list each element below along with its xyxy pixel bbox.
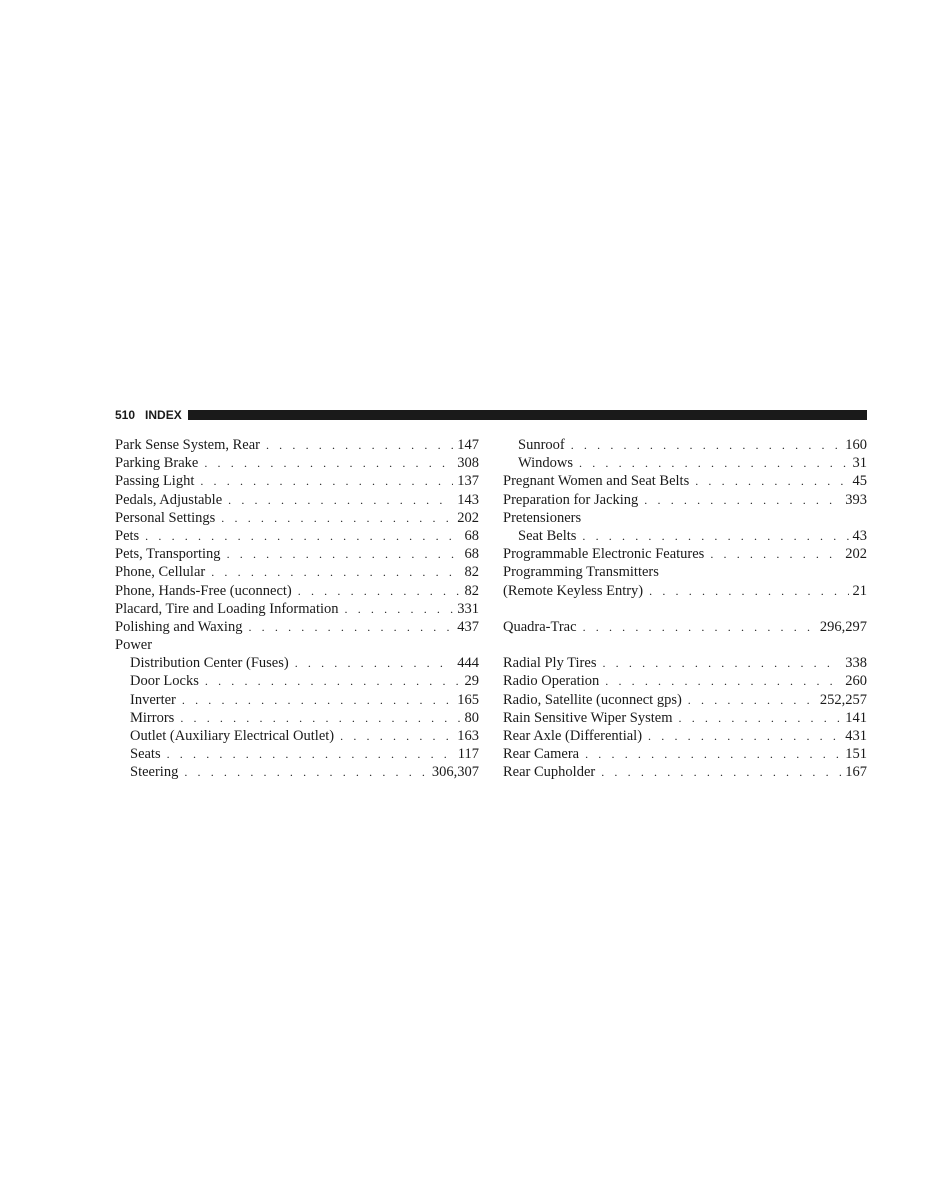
index-entry	[115, 600, 479, 618]
dot-leader	[221, 509, 453, 527]
dot-leader	[266, 436, 453, 454]
dot-leader	[180, 709, 460, 727]
index-entry	[503, 491, 867, 509]
index-term: Seats	[130, 746, 161, 763]
dot-leader	[340, 727, 453, 745]
dot-leader	[583, 618, 816, 636]
dot-leader	[228, 491, 453, 509]
index-term: Programming Transmitters	[503, 564, 659, 581]
dot-leader	[695, 472, 848, 490]
index-term: Outlet (Auxiliary Electrical Outlet)	[130, 728, 335, 744]
index-term: Personal Settings	[115, 509, 216, 526]
index-term: Rain Sensitive Wiper System	[503, 709, 673, 726]
index-term: Sunroof	[518, 437, 565, 453]
index-term: Pets	[115, 527, 140, 544]
dot-leader	[688, 691, 816, 709]
index-entry	[115, 491, 479, 509]
page-ref: 43	[852, 527, 867, 544]
index-subentry	[503, 436, 867, 454]
index-entry	[503, 763, 867, 781]
index-entry	[503, 654, 867, 672]
index-term: Park Sense System, Rear	[115, 437, 260, 453]
dot-leader	[644, 491, 841, 509]
index-term: Pedals, Adjustable	[115, 491, 223, 508]
page-ref: 147	[457, 437, 479, 453]
page-ref: 68	[464, 546, 479, 563]
index-term: Rear Camera	[503, 746, 580, 763]
dot-leader	[227, 545, 461, 563]
dot-leader	[571, 436, 842, 454]
page-ref: 160	[845, 437, 867, 453]
index-entry	[115, 527, 479, 545]
page-ref: 80	[464, 709, 479, 726]
index-entry	[115, 563, 479, 581]
index-term: Inverter	[130, 691, 176, 708]
page-ref: 308	[457, 455, 479, 472]
dot-leader	[204, 454, 453, 472]
index-column-left	[115, 436, 479, 782]
dot-leader	[248, 618, 453, 636]
page-ref: 165	[457, 691, 479, 708]
dot-leader	[648, 727, 841, 745]
index-subentry	[115, 709, 479, 727]
page-ref: 331	[457, 600, 479, 617]
index-term: Phone, Cellular	[115, 564, 206, 581]
index-entry	[115, 545, 479, 563]
index-subentry	[503, 454, 867, 472]
index-entry	[115, 582, 479, 600]
index-subentry	[503, 527, 867, 545]
index-entry	[115, 472, 479, 490]
index-subentry	[115, 763, 479, 781]
index-subentry	[115, 654, 479, 672]
dot-leader	[295, 654, 454, 672]
index-term: Steering	[130, 764, 179, 781]
page-ref: 141	[845, 709, 867, 726]
page-ref: 82	[464, 582, 479, 599]
dot-leader	[205, 672, 461, 690]
header-rule	[188, 410, 867, 420]
index-term: Radial Ply Tires	[503, 655, 597, 672]
section-title: INDEX	[145, 408, 182, 422]
index-term: Quadra-Trac	[503, 618, 577, 635]
index-subentry	[115, 727, 479, 745]
index-term: (Remote Keyless Entry)	[503, 582, 644, 599]
index-term: Parking Brake	[115, 455, 199, 472]
page-ref: 431	[845, 728, 867, 744]
page-ref: 143	[457, 491, 479, 508]
index-term: Door Locks	[130, 673, 199, 690]
index-term: Pets, Transporting	[115, 546, 221, 563]
page-ref: 167	[845, 764, 867, 781]
index-term: Mirrors	[130, 709, 175, 726]
dot-leader	[579, 454, 849, 472]
dot-leader	[585, 745, 841, 763]
dot-leader	[345, 600, 454, 618]
dot-leader	[602, 654, 841, 672]
page-ref: 306,307	[431, 764, 479, 781]
index-subentry	[115, 745, 479, 763]
index-term: Seat Belts	[518, 527, 577, 544]
index-column-right	[503, 436, 867, 782]
index-term: Radio, Satellite (uconnect gps)	[503, 691, 682, 708]
index-term: Rear Axle (Differential)	[503, 728, 643, 744]
index-entry	[503, 709, 867, 727]
index-term: Pregnant Women and Seat Belts	[503, 473, 690, 490]
index-heading	[503, 563, 867, 581]
page-ref: 202	[457, 509, 479, 526]
index-subentry	[115, 691, 479, 709]
index-entry	[115, 454, 479, 472]
index-term: Power	[115, 637, 153, 654]
dot-leader	[679, 709, 842, 727]
index-term: Polishing and Waxing	[115, 618, 243, 635]
index-entry	[503, 745, 867, 763]
page-ref: 296,297	[819, 618, 867, 635]
page-ref: 45	[852, 473, 867, 490]
index-term: Passing Light	[115, 473, 195, 490]
index-entry	[115, 436, 479, 454]
index-term: Phone, Hands-Free (uconnect)	[115, 582, 292, 599]
index-term: Rear Cupholder	[503, 764, 596, 781]
page-number: 510	[115, 408, 136, 422]
dot-leader	[211, 563, 460, 581]
page-ref: 260	[845, 673, 867, 690]
page-header	[115, 408, 867, 422]
index-heading	[115, 636, 479, 654]
index-term: Distribution Center (Fuses)	[130, 655, 289, 672]
index-term: Programmable Electronic Features	[503, 546, 705, 563]
dot-leader	[167, 745, 454, 763]
page-ref: 437	[457, 618, 479, 635]
dot-leader	[710, 545, 841, 563]
dot-leader	[605, 672, 841, 690]
dot-leader	[182, 691, 453, 709]
page-ref: 444	[457, 655, 479, 672]
dot-leader	[200, 472, 453, 490]
page-ref: 68	[464, 527, 479, 544]
index-term: Pretensioners	[503, 509, 582, 526]
dot-leader	[649, 582, 848, 600]
index-entry	[503, 618, 867, 636]
dot-leader	[298, 582, 461, 600]
index-subentry	[115, 672, 479, 690]
page-ref: 117	[457, 746, 479, 763]
index-entry	[503, 472, 867, 490]
index-entry	[503, 672, 867, 690]
index-entry	[503, 582, 867, 600]
index-entry	[115, 618, 479, 636]
page-ref: 151	[845, 746, 867, 763]
page-ref: 338	[845, 655, 867, 672]
page-ref: 29	[464, 673, 479, 690]
index-entry	[115, 509, 479, 527]
page-ref: 21	[852, 582, 867, 599]
page-ref: 252,257	[819, 691, 867, 708]
index-term: Placard, Tire and Loading Information	[115, 600, 339, 617]
dot-leader	[601, 763, 841, 781]
index-term: Windows	[518, 455, 573, 472]
index-term: Preparation for Jacking	[503, 491, 639, 508]
index-term: Radio Operation	[503, 673, 600, 690]
page-ref: 163	[457, 728, 479, 744]
index-entry	[503, 545, 867, 563]
dot-leader	[184, 763, 428, 781]
index-heading	[503, 509, 867, 527]
dot-leader	[145, 527, 460, 545]
page-ref: 82	[464, 564, 479, 581]
page-ref: 202	[845, 546, 867, 563]
index-entry	[503, 727, 867, 745]
page-ref: 31	[852, 455, 867, 472]
page-ref: 137	[457, 473, 479, 490]
dot-leader	[582, 527, 848, 545]
page-ref: 393	[845, 491, 867, 508]
index-entry	[503, 691, 867, 709]
